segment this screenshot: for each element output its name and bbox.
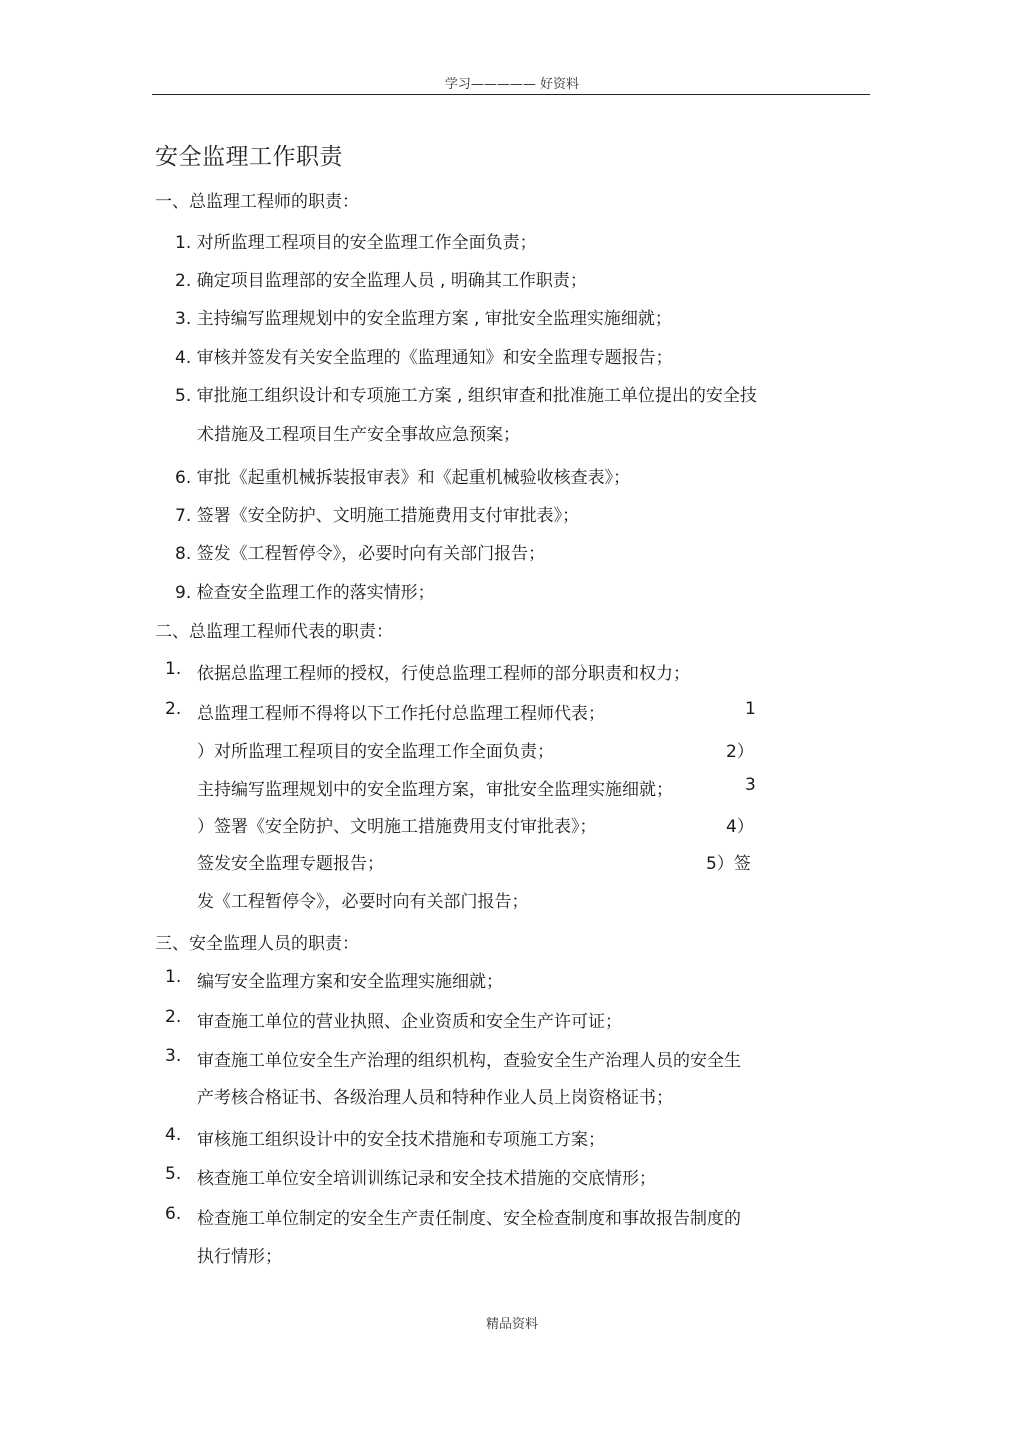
section-2-item-text: ）签署《安全防护、文明施工措施费用支付审批表》； (197, 817, 597, 837)
section-3-item-number: 4. (165, 1125, 182, 1145)
section-2-item-text: 依据总监理工程师的授权，行使总监理工程师的部分职责和权力； (197, 664, 690, 684)
section-3-item-text: 执行情形； (197, 1247, 282, 1267)
section-3-item-text: 核查施工单位安全培训训练记录和安全技术措施的交底情形； (197, 1169, 656, 1189)
section-3-item-text: 审查施工单位的营业执照、企业资质和安全生产许可证； (197, 1012, 622, 1032)
section-3-item-text: 审查施工单位安全生产治理的组织机构，查验安全生产治理人员的安全生 (197, 1051, 741, 1071)
section-1-item: 5. 审批施工组织设计和专项施工方案 , 组织审查和批准施工单位提出的安全技 (175, 386, 757, 406)
section-2-item-text: 总监理工程师不得将以下工作托付总监理工程师代表； (197, 704, 605, 724)
section-3-item-text: 审核施工组织设计中的安全技术措施和专项施工方案； (197, 1130, 605, 1150)
section-3-item-text: 产考核合格证书、各级治理人员和特种作业人员上岗资格证书； (197, 1088, 673, 1108)
header-divider (152, 94, 870, 95)
section-3-item-number: 1. (165, 967, 182, 987)
section-3-item-number: 5. (165, 1164, 182, 1184)
section-3-item-number: 6. (165, 1204, 182, 1224)
page-header: 学习————— 好资料 (444, 77, 580, 92)
sub-item-marker: 3 (745, 775, 756, 795)
section-2-item-text: ）对所监理工程项目的安全监理工作全面负责； (197, 742, 554, 762)
section-2-item-number: 2. (165, 699, 182, 719)
sub-item-marker: 5）签 (706, 854, 751, 874)
section-1-item: 1. 对所监理工程项目的安全监理工作全面负责； (175, 233, 537, 253)
page-footer: 精品资料 (485, 1317, 538, 1332)
section-1-item: 7. 签署《安全防护、文明施工措施费用支付审批表》； (175, 506, 580, 526)
section-3-item-text: 检查施工单位制定的安全生产责任制度、安全检查制度和事故报告制度的 (197, 1209, 741, 1229)
section-1-item: 8. 签发《工程暂停令》，必要时向有关部门报告； (175, 544, 546, 564)
section-2-item-number: 1. (165, 659, 182, 679)
section-3-item-text: 编写安全监理方案和安全监理实施细就； (197, 972, 503, 992)
section-1-item: 3. 主持编写监理规划中的安全监理方案 , 审批安全监理实施细就； (175, 309, 672, 329)
sub-item-marker: 2） (726, 742, 754, 762)
sub-item-marker: 1 (745, 699, 756, 719)
section-2-item-text: 签发安全监理专题报告； (197, 854, 384, 874)
section-3-item-number: 2. (165, 1007, 182, 1027)
section-1-item: 6. 审批《起重机械拆装报审表》和《起重机械验收核查表》； (175, 468, 631, 488)
section-1-heading: 一、总监理工程师的职责： (155, 192, 359, 212)
section-1-item: 9. 检查安全监理工作的落实情形； (175, 583, 435, 603)
section-1-item-continuation: 术措施及工程项目生产安全事故应急预案； (197, 425, 520, 445)
section-2-item-text: 主持编写监理规划中的安全监理方案，审批安全监理实施细就； (197, 780, 673, 800)
section-1-item: 2. 确定项目监理部的安全监理人员 , 明确其工作职责； (175, 271, 587, 291)
section-1-item: 4. 审核并签发有关安全监理的《监理通知》和安全监理专题报告； (175, 348, 673, 368)
section-3-item-number: 3. (165, 1046, 182, 1066)
sub-item-marker: 4） (726, 817, 754, 837)
document-title: 安全监理工作职责 (155, 144, 343, 170)
section-2-item-text: 发《工程暂停令》，必要时向有关部门报告； (197, 892, 529, 912)
section-3-heading: 三、安全监理人员的职责： (155, 934, 359, 954)
section-2-heading: 二、总监理工程师代表的职责： (155, 622, 393, 642)
